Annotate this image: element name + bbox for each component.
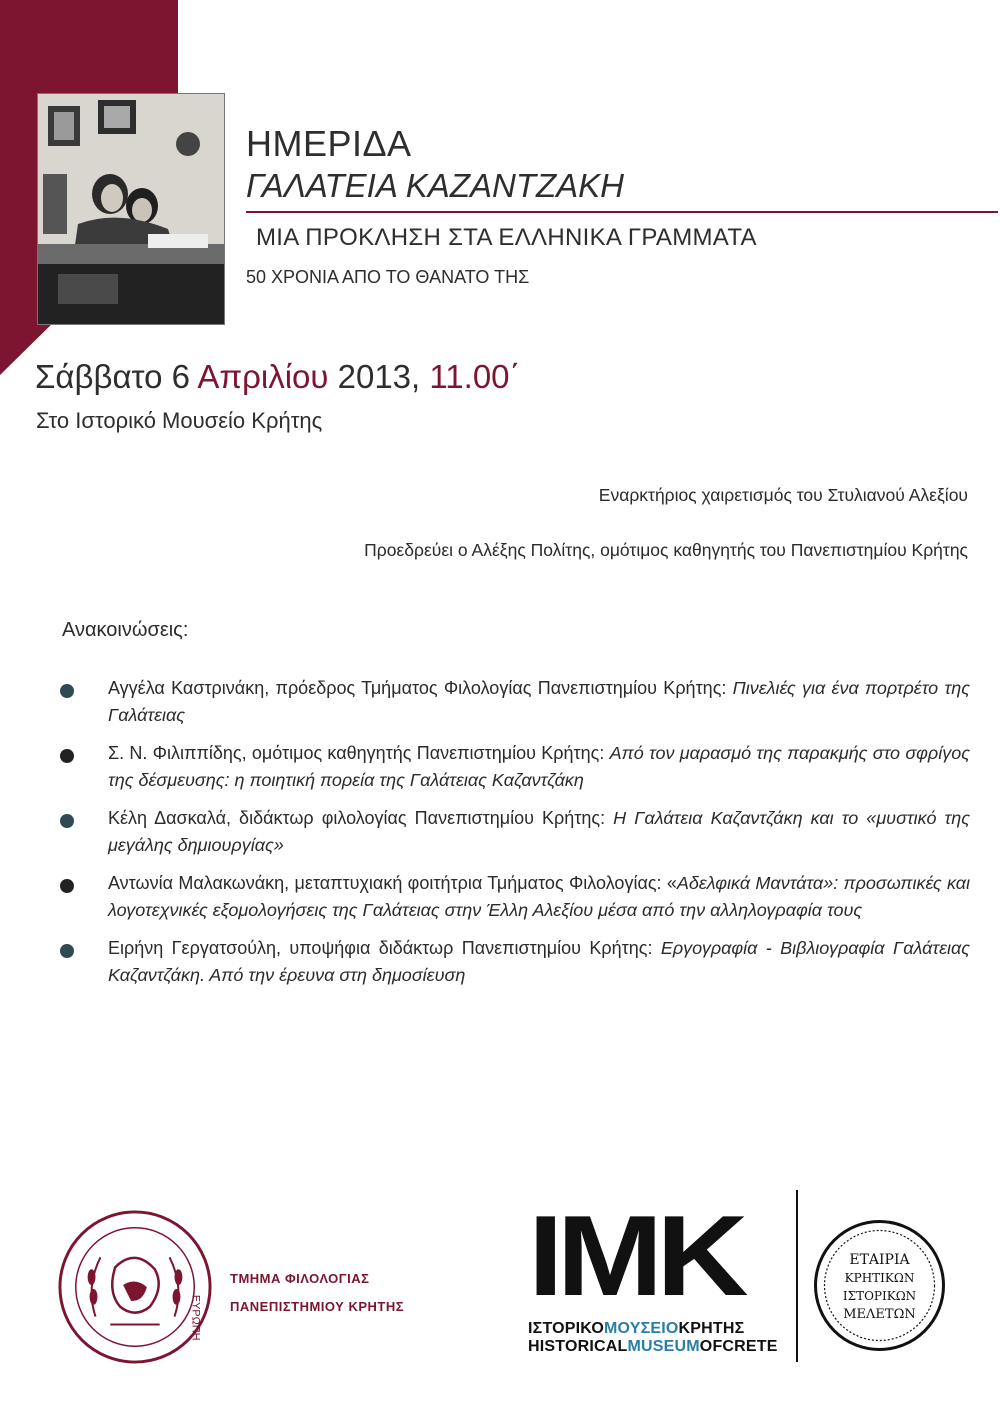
list-item [60,675,970,729]
talk-speaker: Σ. Ν. Φιλιππίδης, ομότιμος καθηγητής Πανεπιστημίου Κρήτης: [108,743,610,763]
seal-text: ΚΡΗΤΙΚΩΝ [844,1271,915,1285]
museum-word: ΙΣΤΟΡΙΚΟ [528,1320,604,1337]
event-tagline: ΜΙΑ ΠΡΟΚΛΗΣΗ ΣΤΑ ΕΛΛΗΝΙΚΑ ΓΡΑΜΜΑΤΑ [256,224,757,251]
event-anniversary: 50 ΧΡΟΝΙΑ ΑΠΟ ΤΟ ΘΑΝΑΤΟ ΤΗΣ [246,267,530,287]
list-item [60,935,970,989]
talk-title: Εργογραφία - Βιβλιογραφία Γαλάτειας Καζαντζάκη. Από την έρευνα στη δημοσίευση [108,938,971,985]
museum-word: ΚΡΗΤΗΣ [678,1320,745,1337]
talk-tail: : η ποιητική πορεία της Γαλάτειας Καζαντζάκη [224,770,584,790]
talk-speaker: Κέλη Δασκαλά, διδάκτωρ φιλολογίας Πανεπιστημίου Κρήτης: [108,808,614,828]
list-item [60,740,970,794]
bullet-icon [60,749,74,763]
museum-word: MUSEUM [627,1338,700,1355]
museum-name-greek [528,1320,744,1338]
footer-divider [796,1190,798,1362]
list-item [60,805,970,859]
museum-word: ΜΟΥΣΕΙΟ [603,1320,679,1337]
historical-photo [37,93,225,325]
event-subtitle: ΓΑΛΑΤΕΙΑ ΚΑΖΑΝΤΖΑΚΗ [246,167,624,204]
seal-text: ΜΕΛΕΤΩΝ [843,1307,916,1322]
event-month: Απριλίου [197,358,329,395]
bullet-icon [60,944,74,958]
department-name: ΤΜΗΜΑ ΦΙΛΟΛΟΓΙΑΣ [230,1271,370,1286]
seal-text: ΙΣΤΟΡΙΚΩΝ [842,1289,917,1303]
event-time: 11.00΄ [429,358,521,395]
talk-title: Από τον μαρασμό της παρακμής στο σφρίγος της δέσμευσης [108,743,970,790]
university-crest-logo [56,1208,214,1366]
museum-word: OFCRETE [699,1338,778,1355]
museum-logo-mark: IMK [528,1193,742,1320]
museum-name-english [528,1338,778,1356]
bullet-icon [60,684,74,698]
museum-word: HISTORICAL [528,1338,628,1355]
talk-speaker: Αγγέλα Καστρινάκη, πρόεδρος Τμήματος Φιλολογίας Πανεπιστημίου Κρήτης: [108,678,733,698]
event-venue: Στο Ιστορικό Μουσείο Κρήτης [36,408,323,433]
announcements-heading: Ανακοινώσεις: [62,619,189,641]
session-chair: Προεδρεύει ο Αλέξης Πολίτης, ομότιμος καθηγητής του Πανεπιστημίου Κρήτης [364,540,968,560]
talk-speaker: Αντωνία Μαλακωνάκη, μεταπτυχιακή φοιτήτρια Τμήματος Φιλολογίας: « [108,873,677,893]
bullet-icon [60,814,74,828]
university-name: ΠΑΝΕΠΙΣΤΗΜΙΟΥ ΚΡΗΤΗΣ [230,1299,405,1314]
logo-caption: ΕΥΡΩΠΗ [189,1294,202,1341]
talk-title: Αδελφικά Μαντάτα [676,873,824,893]
event-day: Σάββατο 6 [35,358,190,395]
event-date [35,358,521,396]
talk-title: Η Γαλάτεια Καζαντζάκη και το «μυστικό της μεγάλης δημιουργίας» [108,808,971,855]
talk-title: Πινελιές για ένα πορτρέτο της Γαλάτειας [108,678,970,725]
event-year: 2013, [337,358,421,395]
bullet-icon [60,879,74,893]
event-title: ΗΜΕΡΙΔΑ [246,123,412,164]
talk-speaker: Ειρήνη Γεργατσούλη, υποψήφια διδάκτωρ Πανεπιστημίου Κρήτης: [108,938,661,958]
header-block [246,123,1000,287]
seal-text: ΕΤΑΙΡΙΑ [849,1252,910,1268]
opening-greeting: Εναρκτήριος χαιρετισμός του Στυλιανού Αλεξίου [598,485,968,505]
title-divider [246,211,998,213]
talk-tail: »: προσωπικές και λογοτεχνικές εξομολογήσεις της Γαλάτειας στην Έλλη Αλεξίου μέσα από την αλληλογραφία τους [108,873,971,920]
society-seal-logo [812,1218,947,1353]
list-item [60,870,970,924]
announcements-list [60,675,970,1000]
